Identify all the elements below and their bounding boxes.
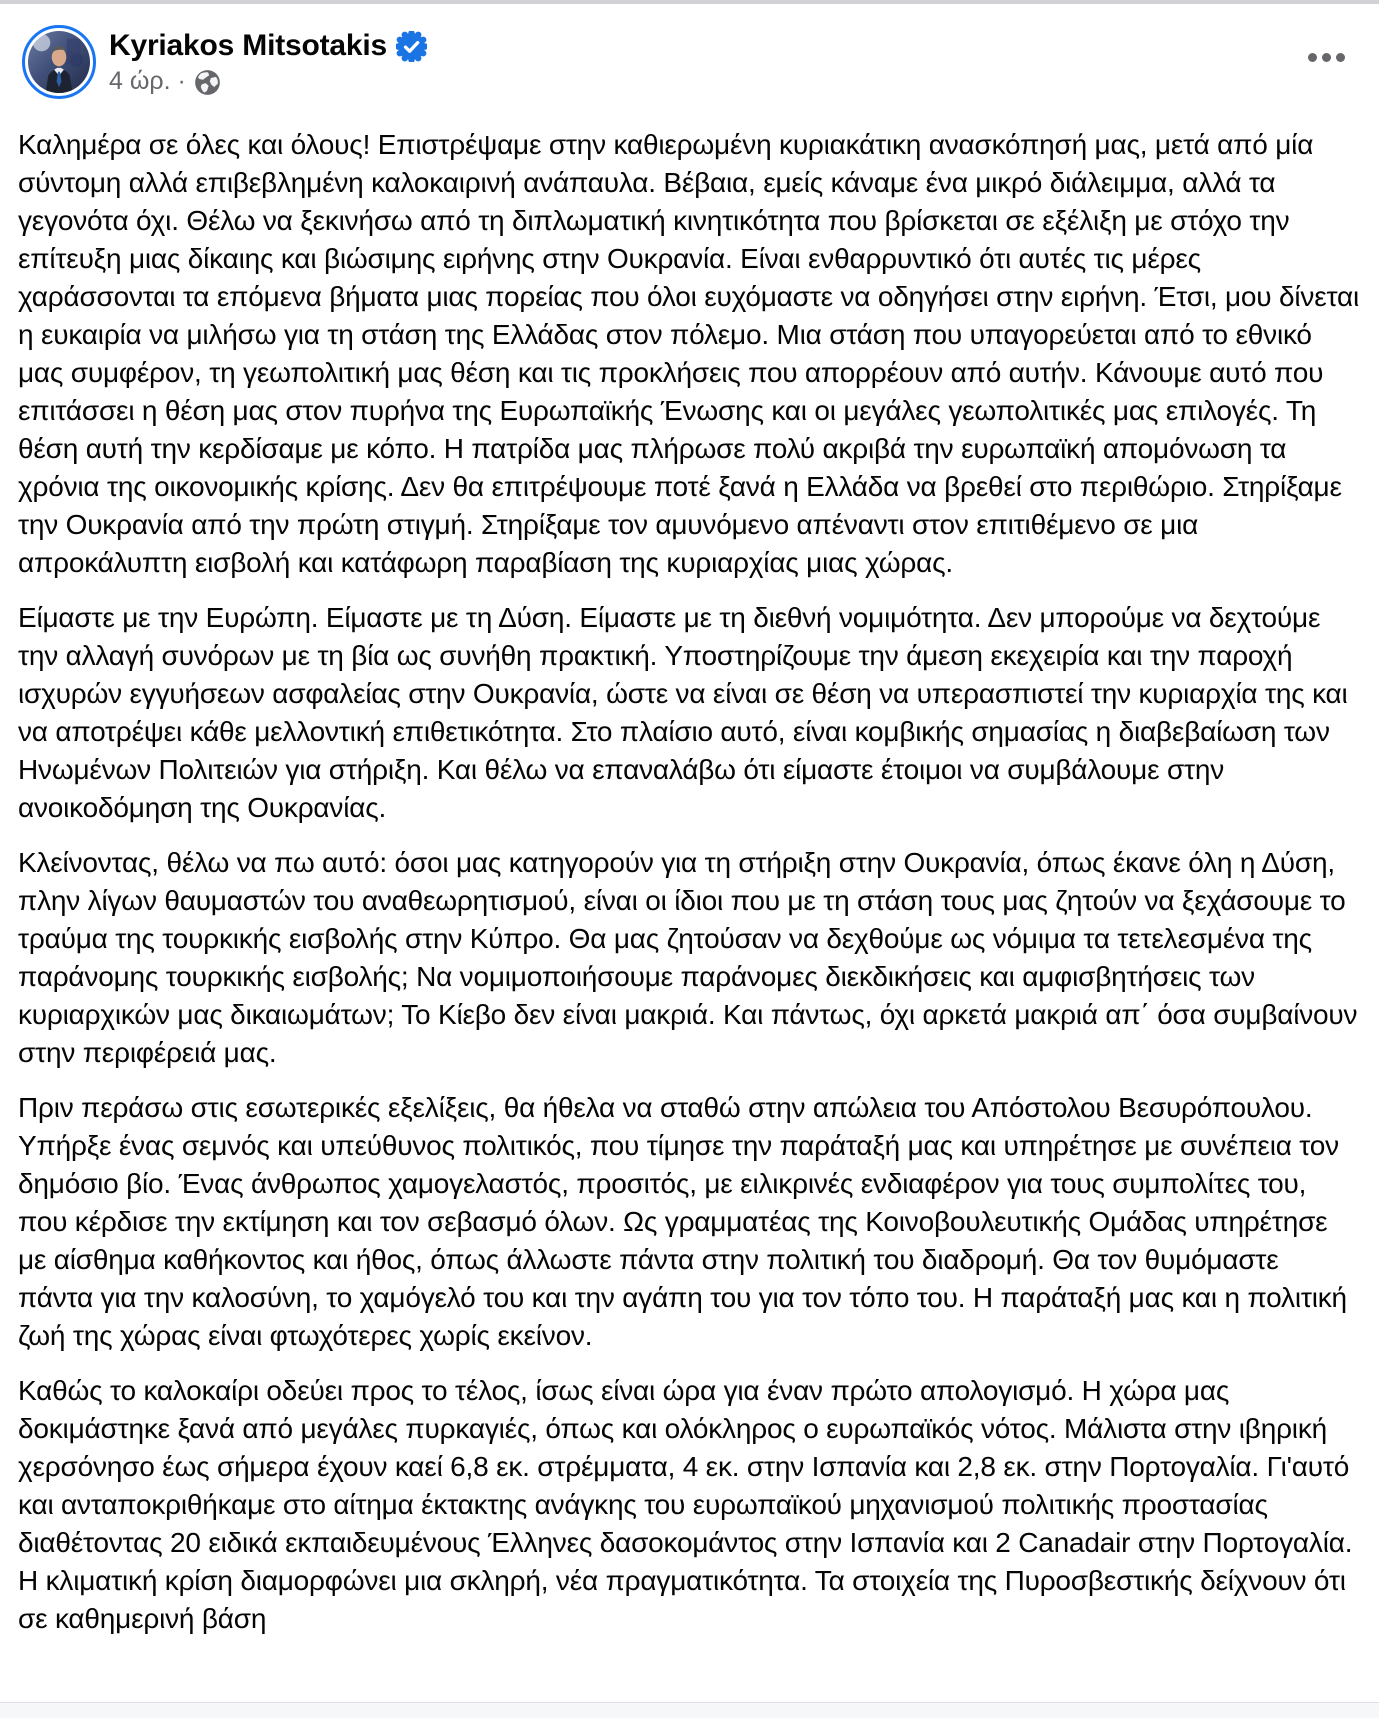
post-paragraph: Καλημέρα σε όλες και όλους! Επιστρέψαμε στην καθιερωμένη κυριακάτικη ανασκόπησή μας, μετά από μία σύντομη αλλά επιβεβλημένη καλοκαιρινή ανάπαυλα. Βέβαια, εμείς κάναμε ένα μικρό διάλειμμα, αλλά τα γεγονότα όχι. Θέλω να ξεκινήσω από τη διπλωματική κινητικότητα που βρίσκεται σε εξέλιξη με στόχο την επίτευξη μιας δίκαιης και βιώσιμης ειρήνης στην Ουκρανία. Είναι ενθαρρυντικό ότι αυτές τις μέρες χαράσσονται τα επόμενα βήματα μιας πορείας που όλοι ευχόμαστε να οδηγήσει στην ειρήνη. Έτσι, μου δίνεται η ευκαιρία να μιλήσω για τη στάση της Ελλάδας στον πόλεμο. Μια στάση που υπαγορεύεται από το εθνικό μας συμφέρον, τη γεωπολιτική μας θέση και τις προκλήσεις που απορρέουν από αυτήν. Κάνουμε αυτό που επιτάσσει η θέση μας στον πυρήνα της Ευρωπαϊκής Ένωσης και οι μεγάλες γεωπολιτικές μας επιλογές. Τη θέση αυτή την κερδίσαμε με κόπο. Η πατρίδα μας πλήρωσε πολύ ακριβά την ευρωπαϊκή απομόνωση τα χρόνια της οικονομικής κρίσης. Δεν θα επιτρέψουμε ποτέ ξανά η Ελλάδα να βρεθεί στο περιθώριο. Στηρίξαμε την Ουκρανία από την πρώτη στιγμή. Στηρίξαμε τον αμυνόμενο απέναντι στον επιτιθέμενο σε μια απροκάλυπτη εισβολή και κατάφωρη παραβίαση της κυριαρχίας μιας χώρας. — [18, 129, 1359, 578]
page-bottom-divider — [0, 1702, 1379, 1718]
post-header-info — [109, 29, 427, 96]
facebook-post-card — [0, 4, 1379, 1718]
post-options-menu-button[interactable] — [1304, 43, 1349, 72]
three-dots-menu-icon — [1308, 53, 1317, 62]
author-name[interactable]: Kyriakos Mitsotakis — [109, 28, 387, 62]
post-timestamp[interactable]: 4 ώρ. — [109, 67, 171, 95]
post-header — [18, 25, 1361, 99]
meta-separator: · — [177, 67, 186, 95]
post-text — [18, 126, 1361, 1638]
post-paragraph: Καθώς το καλοκαίρι οδεύει προς το τέλος, ίσως είναι ώρα για έναν πρώτο απολογισμό. Η χώρα μας δοκιμάστηκε ξανά από μεγάλες πυρκαγιές, όπως και ολόκληρος ο ευρωπαϊκός νότος. Μάλιστα στην ιβηρική χερσόνησο έως σήμερα έχουν καεί 6,8 εκ. στρέμματα, 4 εκ. στην Ισπανία και 2,8 εκ. στην Πορτογαλία. Γι'αυτό και ανταποκριθήκαμε στο αίτημα έκτακτης ανάγκης του ευρωπαϊκού μηχανισμού πολιτικής προστασίας διαθέτοντας 20 ειδικά εκπαιδευμένους Έλληνες δασοκομάντος στην Ισπανία και 2 Canadair στην Πορτογαλία. Η κλιματική κρίση διαμορφώνει μια σκληρή, νέα πραγματικότητα. Τα στοιχεία της Πυροσβεστικής δείχνουν ότι σε καθημερινή βάση — [18, 1375, 1353, 1634]
avatar[interactable] — [22, 25, 96, 99]
post-paragraph: Κλείνοντας, θέλω να πω αυτό: όσοι μας κατηγορούν για τη στήριξη στην Ουκρανία, όπως έκανε όλη η Δύση, πλην λίγων θαυμαστών του αναθεωρητισμού, είναι οι ίδιοι που με τη στάση τους μας ζητούν να ξεχάσουμε το τραύμα της τουρκικής εισβολής στην Κύπρο. Θα μας ζητούσαν να δεχθούμε ως νόμιμα τα τετελεσμένα της παράνομης τουρκικής εισβολής; Να νομιμοποιήσουμε παράνομες διεκδικήσεις και αμφισβητήσεις των κυριαρχικών μας δικαιωμάτων; Το Κίεβο δεν είναι μακριά. Και πάντως, όχι αρκετά μακριά απ΄ όσα συμβαίνουν στην περιφέρειά μας. — [18, 847, 1358, 1068]
verified-badge-icon — [396, 31, 427, 62]
post-paragraph: Είμαστε με την Ευρώπη. Είμαστε με τη Δύση. Είμαστε με τη διεθνή νομιμότητα. Δεν μπορούμε να δεχτούμε την αλλαγή συνόρων με τη βία ως συνήθη πρακτική. Υποστηρίζουμε την άμεση εκεχειρία και την παροχή ισχυρών εγγυήσεων ασφαλείας στην Ουκρανία, ώστε να είναι σε θέση να υπερασπιστεί την κυριαρχία της και να αποτρέψει κάθε μελλοντική επιθετικότητα. Στο πλαίσιο αυτό, είναι κομβικής σημασίας η διαβεβαίωση των Ηνωμένων Πολιτειών για στήριξη. Και θέλω να επαναλάβω ότι είμαστε έτοιμοι να συμβάλουμε στην ανοικοδόμηση της Ουκρανίας. — [18, 602, 1348, 823]
profile-photo-icon — [28, 31, 90, 93]
three-dots-menu-icon — [1322, 53, 1331, 62]
three-dots-menu-icon — [1336, 53, 1345, 62]
post-paragraph: Πριν περάσω στις εσωτερικές εξελίξεις, θα ήθελα να σταθώ στην απώλεια του Απόστολου Βεσυρόπουλου. Υπήρξε ένας σεμνός και υπεύθυνος πολιτικός, που τίμησε την παράταξή μας και υπηρέτησε με συνέπεια τον δημόσιο βίο. Ένας άνθρωπος χαμογελαστός, προσιτός, με ειλικρινές ενδιαφέρον για τους συμπολίτες του, που κέρδισε την εκτίμηση και τον σεβασμό όλων. Ως γραμματέας της Κοινοβουλευτικής Ομάδας υπηρέτησε με αίσθημα καθήκοντος και ήθος, όπως άλλωστε πάντα στην πολιτική του διαδρομή. Θα τον θυμόμαστε πάντα για την καλοσύνη, το χαμόγελό του και την αγάπη του για τον τόπο του. Η παράταξή μας και η πολιτική ζωή της χώρας είναι φτωχότερες χωρίς εκείνον. — [18, 1092, 1347, 1351]
globe-icon — [194, 69, 221, 96]
